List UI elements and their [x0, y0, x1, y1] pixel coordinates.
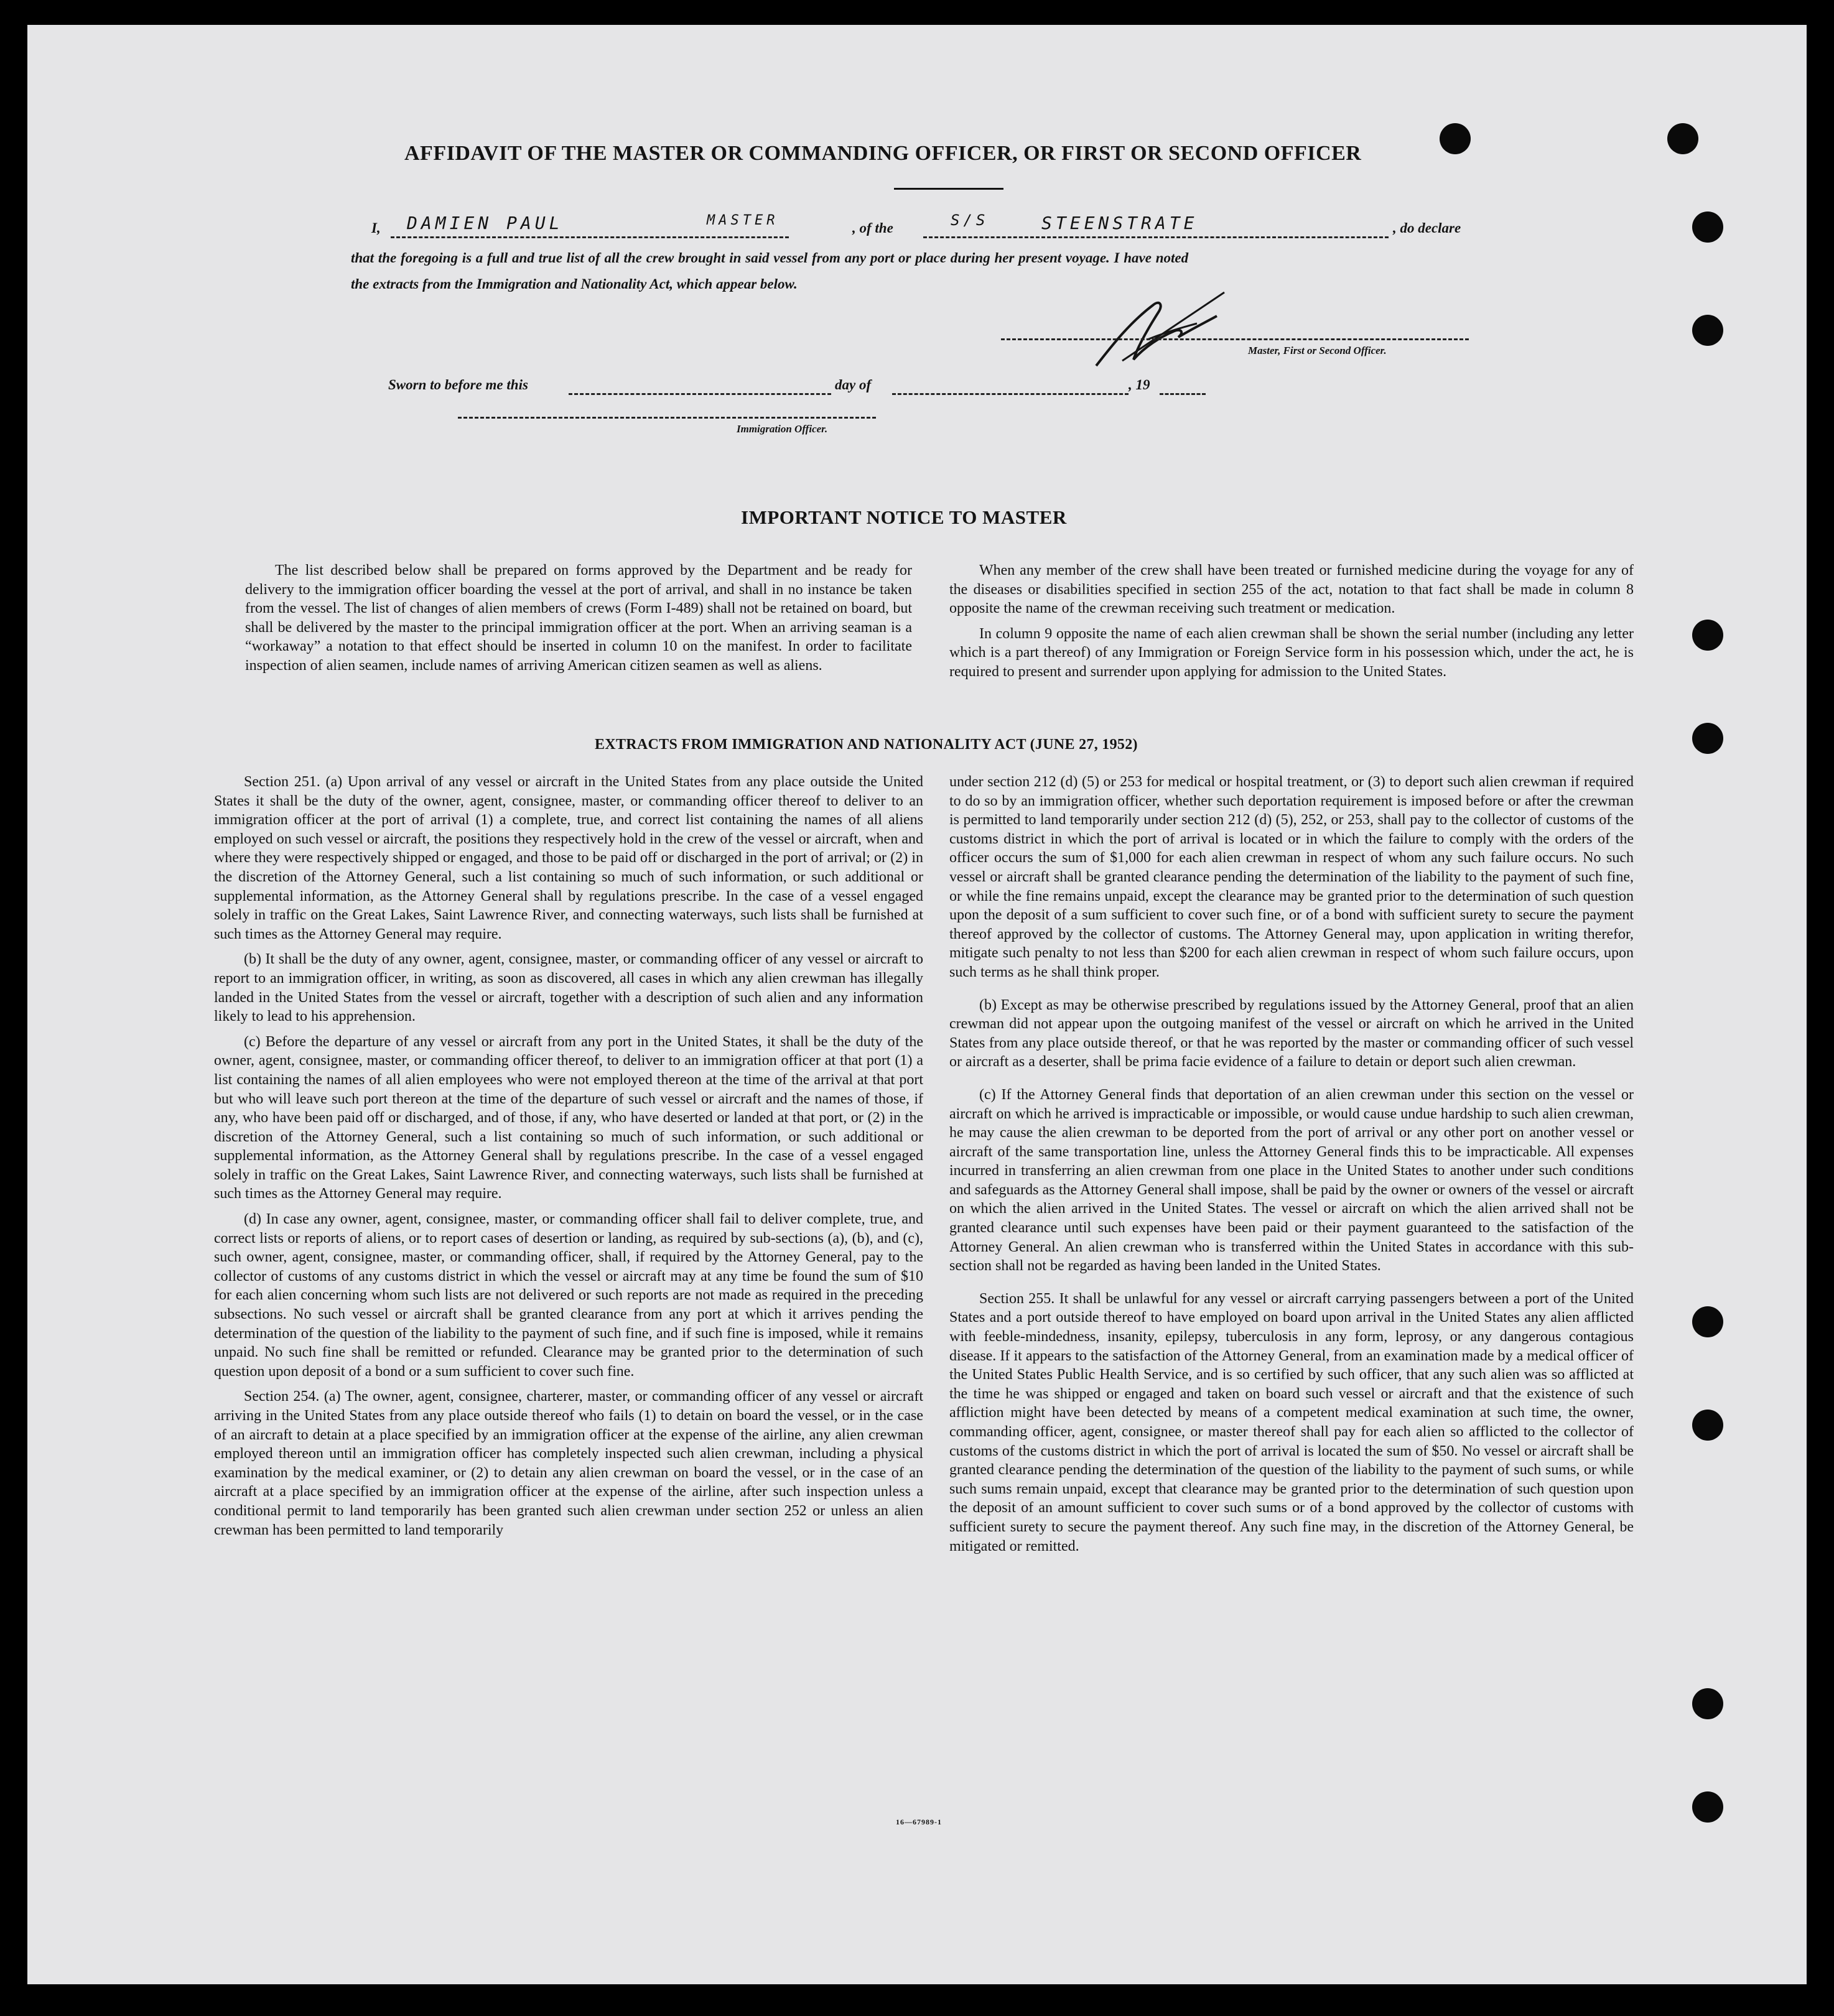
title-underline — [894, 188, 1003, 190]
name-line — [391, 236, 789, 238]
year-label: , 19 — [1129, 377, 1150, 393]
punch-hole — [1692, 1410, 1723, 1441]
vessel-field: STEENSTRATE — [1041, 213, 1198, 233]
of-the-label: , of the — [852, 220, 893, 236]
declaration-line-1: that the foregoing is a full and true list of all the crew brought in said vessel from any port or place during her present voyage. I have noted — [351, 250, 1189, 266]
sworn-date-line — [569, 393, 831, 395]
rank-field: MASTER — [707, 213, 779, 228]
notice-left-text: The list described below shall be prepared on forms approved by the Department and be ready for delivery to the immigration officer boarding the vessel at the port of arrival, and shall in no instance be taken from the vessel. The list of changes of alien members of crews (Form I-489) shall not be retained on board, but shall be delivered by the master to the principal immigration officer at the port. When an arriving seaman is a “workaway” a notation to that effect should be inserted in column 10 on the manifest. In order to facilitate inspection of alien seamen, include names of arriving American citizen seamen as well as aliens. — [245, 562, 912, 674]
notice-right-column — [949, 561, 1634, 682]
section-251a: Section 251. (a) Upon arrival of any vessel or aircraft in the United States from any place outside the United States it shall be the duty of the owner, agent, consignee, master, or commanding officer thereof to deliver to an immigration officer at the port of arrival (1) a complete, true, and correct list containing the names of all aliens employed on such vessel or aircraft, the positions they respectively hold in the crew of the vessel or aircraft, when and where they were respectively shipped or engaged, and those to be paid off or discharged in the port of arrival; or (2) in the discretion of the Attorney General, such a list containing so much of such information, or such additional or supplemental information, as the Attorney General shall by regulations prescribe. In the case of a vessel engaged solely in traffic on the Great Lakes, Saint Lawrence River, and connecting waterways, such lists shall be furnished at such times as the Attorney General may require. — [214, 774, 923, 942]
punch-hole — [1692, 1306, 1723, 1337]
section-251b: (b) It shall be the duty of any owner, agent, consignee, master, or commanding officer of any vessel or aircraft to report to an immigration officer, in writing, as soon as discovered, all cases in which any alien crewman has illegally landed in the United States from the vessel or aircraft, together with a description of such alien and any information likely to lead to his apprehension. — [214, 951, 923, 1025]
day-of-label: day of — [835, 377, 872, 393]
notice-left-column — [245, 561, 912, 676]
section-251c: (c) Before the departure of any vessel or aircraft from any port in the United States, it shall be the duty of the owner, agent, consignee, master, or commanding officer thereof, to deliver to an immigration officer at that port (1) a list containing the names of all alien employees who were not employed thereon at the time of the arrival at that port but who will leave such port thereon at the time of the departure of such vessel or aircraft and the names of those, if any, who have been paid off or discharged, and of those, if any, who have deserted or landed at that port, or (2) in the discretion of the Attorney General, such a list containing so much of such information, or such additional or supplemental information, as the Attorney General shall by regulations prescribe. In the case of a vessel engaged solely in traffic on the Great Lakes, Saint Lawrence River, and connecting waterways, such lists shall be furnished at such times as the Attorney General may require. — [214, 1033, 923, 1202]
document-page — [27, 25, 1807, 1984]
section-255: Section 255. It shall be unlawful for any vessel or aircraft carrying passengers between a port of the United States and a port outside thereof to have employed on board upon arrival in the United States any alien afflicted with feeble-mindedness, insanity, epilepsy, tuberculosis in any form, leprosy, or any dangerous contagious disease. If it appears to the satisfaction of the Attorney General, from an examination made by a medical officer of the United States Public Health Service, and is so certified by such officer, that any such alien was so afflicted at the time he was shipped or engaged and taken on board such vessel or aircraft and that the existence of such affliction might have been detected by means of a competent medical examination at such time, the owner, commanding officer, agent, consignee, or master thereof shall pay for each alien so afflicted to the collector of customs of the customs district in which the port of arrival is located the sum of $50. No vessel or aircraft shall be granted clearance pending the determination of the question of the liability to the payment of such sums, or while such sums remain unpaid, except that clearance may be granted prior to the determination of such question upon the deposit of an amount sufficient to cover such sums or of a bond approved by the collector of customs with sufficient surety to secure the payment thereof. Any such fine may, in the discretion of the Attorney General, be mitigated or remitted. — [949, 1290, 1634, 1554]
section-254a-continued: under section 212 (d) (5) or 253 for medical or hospital treatment, or (3) to deport such alien crewman if required to do so by an immigration officer, whether such deportation requirement is imposed before or after the crewman is permitted to land temporarily under section 212 (d) (5), 252, or 253, shall pay to the collector of customs of the customs district in which the port of arrival is located or in which the failure to comply with the orders of the officer occurs the sum of $1,000 for each alien crewman in respect of whom any such failure occurs. No such vessel or aircraft shall be granted clearance pending the determination of the liability to the payment of such fine, or while the fine remains unpaid, except the clearance may be granted prior to the determination of such question upon the deposit of a sum sufficient to cover such fine, or of a bond with sufficient surety to secure the payment thereof approved by the collector of customs. The Attorney General may, upon application in writing therefor, mitigate such penalty to not less than $200 for each alien crewman in respect of whom such failure occurs, upon such terms as he shall think proper. — [949, 774, 1634, 980]
officer-caption: Immigration Officer. — [737, 423, 828, 435]
extracts-left-column — [214, 773, 923, 1540]
sworn-month-line — [892, 393, 1129, 395]
master-caption: Master, First or Second Officer. — [1248, 345, 1387, 356]
notice-title: IMPORTANT NOTICE TO MASTER — [741, 506, 1067, 528]
sworn-label: Sworn to before me this — [388, 377, 528, 393]
punch-hole — [1692, 1791, 1723, 1823]
notice-right-paragraph-2: In column 9 opposite the name of each alien crewman shall be shown the serial number (including any letter which is a part thereof) of any Immigration or Foreign Service form in his possession which, under the act, he is required to present and surrender upon applying for admission to the United States. — [949, 625, 1634, 680]
punch-hole — [1692, 620, 1723, 651]
affidavit-title: AFFIDAVIT OF THE MASTER OR COMMANDING OFFICER, OR FIRST OR SECOND OFFICER — [404, 142, 1362, 165]
punch-hole — [1667, 123, 1698, 154]
punch-hole — [1440, 123, 1471, 154]
declaration-line-2: the extracts from the Immigration and Nationality Act, which appear below. — [351, 276, 798, 292]
punch-hole — [1692, 723, 1723, 754]
extracts-right-column — [949, 773, 1634, 1556]
master-signature-line — [1001, 338, 1469, 340]
section-254b: (b) Except as may be otherwise prescribed by regulations issued by the Attorney General, proof that an alien crewman did not appear upon the outgoing manifest of the vessel or aircraft on which he arrived in the United States from any place outside thereof, or that he was reported by the master or commanding officer of such vessel or aircraft as a deserter, shall be prima facie evidence of a failure to detain or deport such alien crewman. — [949, 996, 1634, 1071]
section-254c: (c) If the Attorney General finds that deportation of an alien crewman under this section on the vessel or aircraft on which he arrived is impracticable or impossible, or would cause undue hardship to such alien crewman, he may cause the alien crewman to be deported from the port of arrival or any other port on another vessel or aircraft of the same transportation line, unless the Attorney General finds this to be impracticable. All expenses incurred in transferring an alien crewman from one place in the United States to another under such conditions and safeguards as the Attorney General shall impose, shall be paid by the owner or owners of the vessel or aircraft on which the alien arrived in the United States. The vessel or aircraft on which the alien arrived shall not be granted clearance until such expenses have been paid or their payment guaranteed to the satisfaction of the Attorney General. An alien crewman who is transferred within the United States in accordance with this sub-section shall not be regarded as having been landed in the United States. — [949, 1086, 1634, 1275]
section-251d: (d) In case any owner, agent, consignee, master, or commanding officer shall fail to deliver complete, true, and correct lists or reports of aliens, or to report cases of desertion or landing, as required by sub-sections (a), (b), and (c), such owner, agent, consignee, master, or commanding officer, shall, if required by the Attorney General, pay to the collector of customs of any customs district in which the vessel or aircraft may at any time be found the sum of $10 for each alien concerning whom such lists are not delivered or such reports are not made as required in the preceding subsections. No such vessel or aircraft shall be granted clearance from any port at which it arrives pending the determination of the question of the liability to the payment of such fine, and if such fine is imposed, while it remains unpaid. No such fine shall be remitted or refunded. Clearance may be granted prior to the determination of such question upon deposit of a bond or a sum sufficient to cover such fine. — [214, 1211, 923, 1380]
section-254a: Section 254. (a) The owner, agent, consignee, charterer, master, or commanding officer of any vessel or aircraft arriving in the United States from any place outside thereof who fails (1) to detain on board the vessel, or in the case of an aircraft to detain at a place specified by an immigration officer at the expense of the airline, any alien crewman employed thereon until an immigration officer has completely inspected such alien crewman, including a physical examination by the medical examiner, or (2) to detain any alien crewman on board the vessel, or in the case of an aircraft at a place specified by an immigration officer at the expense of the airline, after such inspection unless a conditional permit to land temporarily has been granted such alien crewman under section 252 or unless an alien crewman has been permitted to land temporarily — [214, 1388, 923, 1538]
punch-hole — [1692, 315, 1723, 346]
do-declare-label: , do declare — [1393, 220, 1461, 236]
name-field: DAMIEN PAUL — [407, 213, 564, 233]
master-signature — [1085, 280, 1228, 373]
i-label: I, — [371, 220, 381, 236]
punch-hole — [1692, 1688, 1723, 1719]
form-code: 16—67989-1 — [896, 1818, 942, 1826]
vessel-prefix-field: S/S — [951, 211, 989, 229]
sworn-year-line — [1160, 393, 1206, 395]
vessel-line — [923, 236, 1389, 238]
notice-right-paragraph-1: When any member of the crew shall have been treated or furnished medicine during the voyage for any of the diseases or disabilities specified in section 255 of the act, notation to that fact shall be made in column 8 opposite the name of the crewman receiving such treatment or medication. — [949, 562, 1634, 617]
extracts-heading: EXTRACTS FROM IMMIGRATION AND NATIONALITY ACT (JUNE 27, 1952) — [595, 736, 1138, 753]
officer-signature-line — [458, 417, 876, 419]
punch-hole — [1692, 211, 1723, 243]
